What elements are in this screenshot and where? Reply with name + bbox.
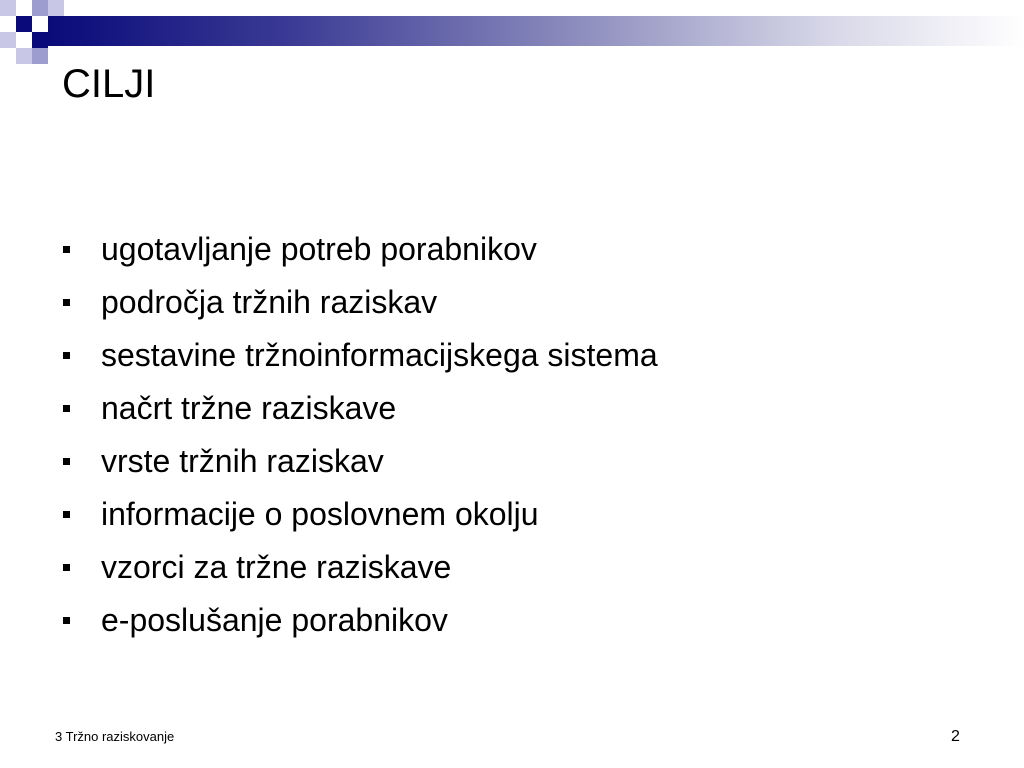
square-bullet-icon: [63, 617, 70, 624]
bullet-item: [60, 492, 658, 545]
bullet-text: načrt tržne raziskave: [101, 390, 397, 426]
bullet-list: [60, 227, 658, 651]
header-decoration: [0, 0, 1024, 64]
decor-square: [0, 0, 16, 16]
bullet-text: vzorci za tržne raziskave: [101, 549, 452, 585]
decor-square: [32, 0, 48, 16]
slide-title: CILJI: [62, 62, 156, 106]
square-bullet-icon: [63, 458, 70, 465]
bullet-text: e-poslušanje porabnikov: [101, 602, 448, 638]
bullet-text: informacije o poslovnem okolju: [101, 496, 539, 532]
bullet-item: [60, 545, 658, 598]
square-bullet-icon: [63, 246, 70, 253]
square-bullet-icon: [63, 564, 70, 571]
bullet-text: vrste tržnih raziskav: [101, 443, 384, 479]
bullet-text: ugotavljanje potreb porabnikov: [101, 231, 537, 267]
bullet-item: [60, 439, 658, 492]
decor-square: [0, 32, 16, 48]
decor-square: [32, 48, 48, 64]
page-number: 2: [951, 728, 960, 745]
bullet-item: [60, 333, 658, 386]
decor-square: [16, 16, 32, 32]
bullet-item: [60, 280, 658, 333]
footer-text: 3 Tržno raziskovanje: [55, 729, 175, 744]
bullet-item: [60, 598, 658, 651]
header-gradient-bar: [48, 16, 1024, 46]
decor-square: [16, 48, 32, 64]
decor-square: [48, 0, 64, 16]
bullet-item: [60, 386, 658, 439]
bullet-text: področja tržnih raziskav: [101, 284, 438, 320]
bullet-item: [60, 227, 658, 280]
square-bullet-icon: [63, 299, 70, 306]
square-bullet-icon: [63, 405, 70, 412]
bullet-text: sestavine tržnoinformacijskega sistema: [101, 337, 658, 373]
decor-square: [32, 32, 48, 48]
square-bullet-icon: [63, 352, 70, 359]
square-bullet-icon: [63, 511, 70, 518]
